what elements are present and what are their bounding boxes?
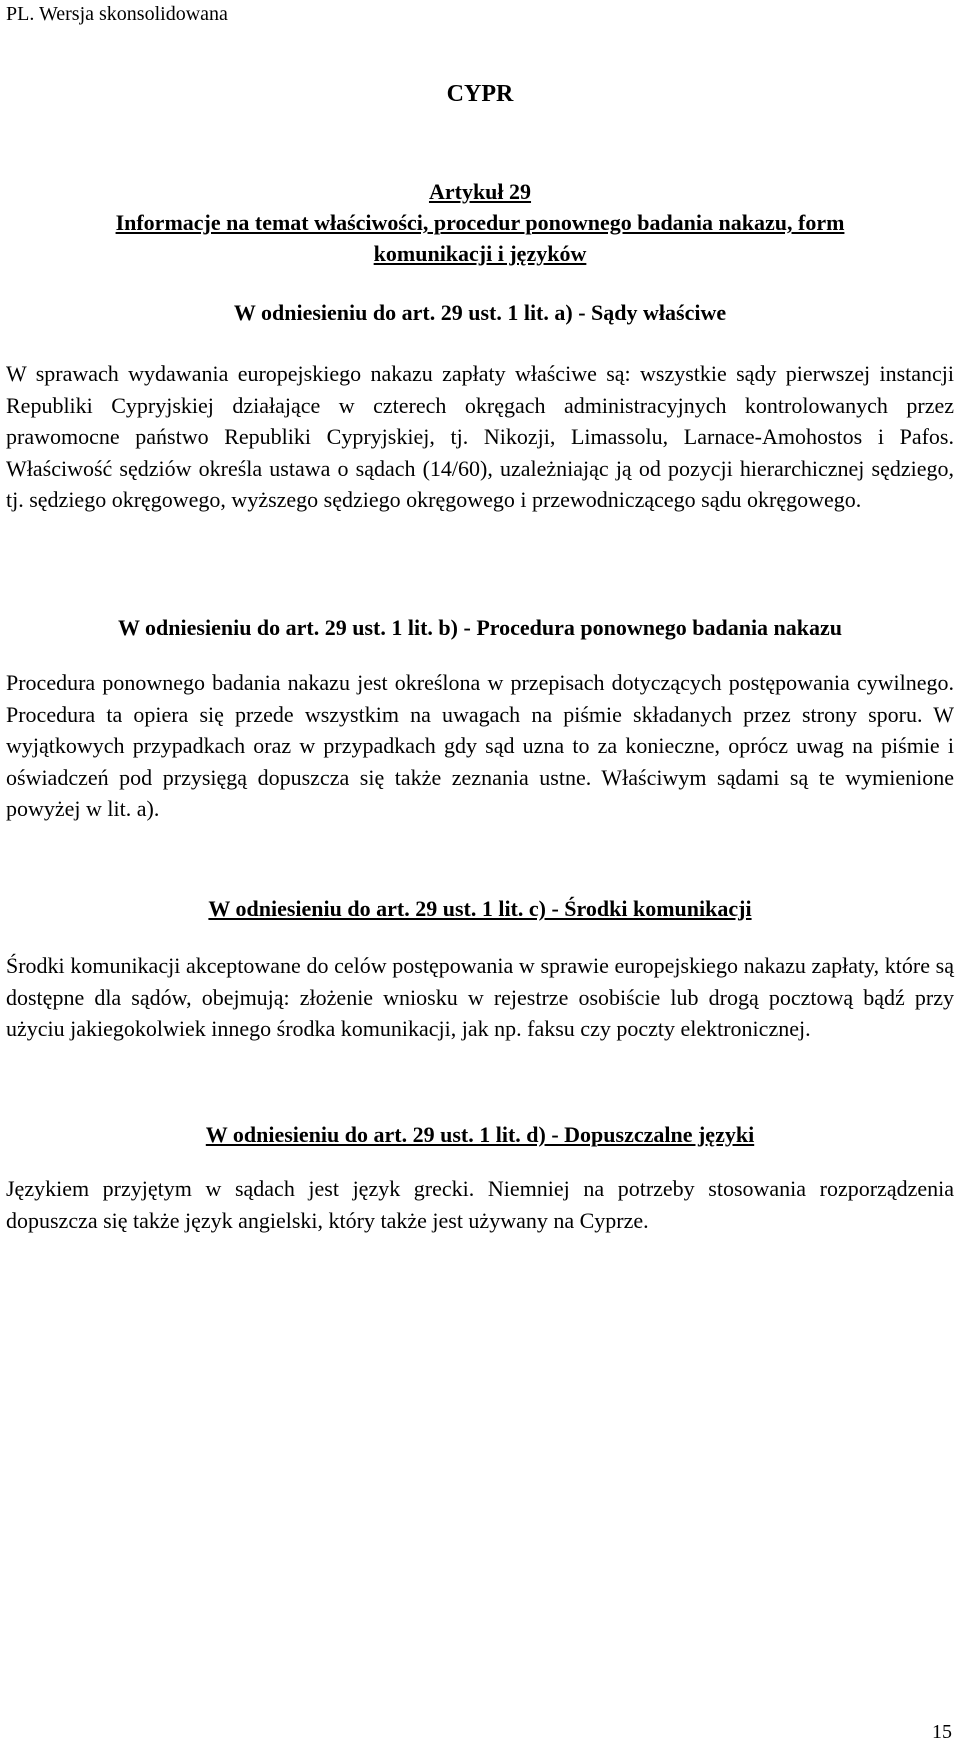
article-number: Artykuł 29 bbox=[428, 179, 532, 204]
article-title-line-2: komunikacji i języków bbox=[373, 241, 587, 266]
section-heading-b: W odniesieniu do art. 29 ust. 1 lit. b) - Procedura ponownego badania nakazu bbox=[117, 615, 843, 640]
section-heading-d bbox=[0, 1121, 960, 1149]
section-heading-c-text: W odniesieniu do art. 29 ust. 1 lit. c) - Środki komunikacji bbox=[208, 896, 752, 921]
section-heading-d-text: W odniesieniu do art. 29 ust. 1 lit. d) - Dopuszczalne języki bbox=[205, 1122, 755, 1147]
country-title: CYPR bbox=[446, 81, 514, 107]
section-paragraph-b: Procedura ponownego badania nakazu jest określona w przepisach dotyczących postępowania cywilnego. Procedura ta opiera się przede wszystkim na uwagach na piśmie składanych przez strony sporu. W wyjątkowych przypadkach oraz w przypadkach gdy sąd uzna to za konieczne, oprócz uwag na piśmie i oświadczeń pod przysięgą dopuszcza się także zeznania ustne. Właściwym sądami są te wymienione powyżej w lit. a). bbox=[6, 670, 954, 821]
section-heading-c bbox=[0, 895, 960, 923]
document-version-note: PL. Wersja skonsolidowana bbox=[6, 3, 228, 25]
page-number: 15 bbox=[932, 1721, 952, 1743]
section-paragraph-c: Środki komunikacji akceptowane do celów postępowania w sprawie europejskiego nakazu zapłaty, które są dostępne dla sądów, obejmują: złożenie wniosku w rejestrze osobiście lub drogą pocztową bądź przy użyciu jakiegokolwiek innego środka komunikacji, jak np. faksu czy poczty elektronicznej. bbox=[6, 953, 954, 1041]
article-heading bbox=[0, 176, 960, 269]
article-title-line-1: Informacje na temat właściwości, procedur ponownego badania nakazu, form bbox=[115, 210, 845, 235]
section-paragraph-d: Językiem przyjętym w sądach jest język grecki. Niemniej na potrzeby stosowania rozporządzenia dopuszcza się także język angielski, który także jest używany na Cyprze. bbox=[6, 1176, 954, 1233]
section-paragraph-a: W sprawach wydawania europejskiego nakazu zapłaty właściwe są: wszystkie sądy pierwszej instancji Republiki Cypryjskiej działające w czterech okręgach administracyjnych kontrolowanych przez prawomocne państwo Republiki Cypryjskiej, tj. Nikozji, Limassolu, Larnace-Amohostos i Pafos. Właściwość sędziów określa ustawa o sądach (14/60), uzależniając ją od pozycji hierarchicznej sędziego, tj. sędziego okręgowego, wyższego sędziego okręgowego i przewodniczącego sądu okręgowego. bbox=[6, 361, 954, 512]
section-heading-a: W odniesieniu do art. 29 ust. 1 lit. a) - Sądy właściwe bbox=[233, 300, 727, 325]
